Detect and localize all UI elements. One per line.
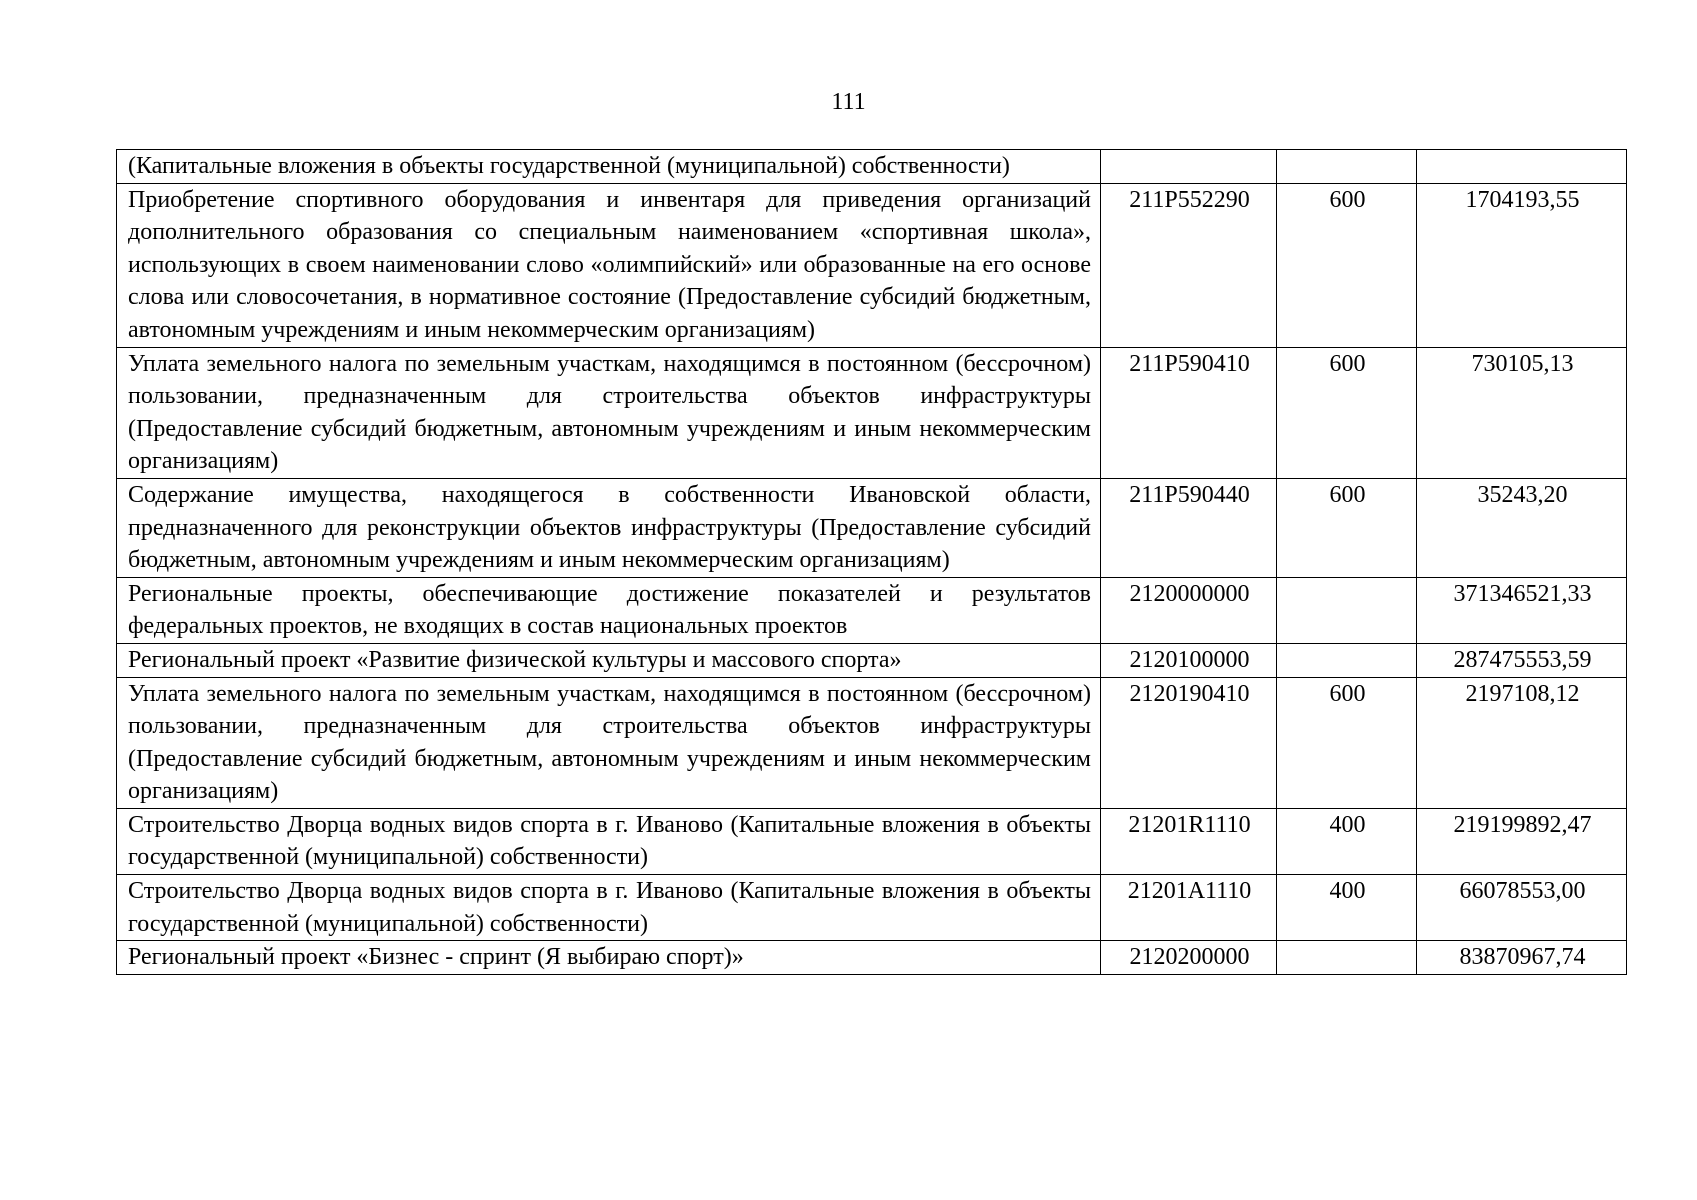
row-name: Приобретение спортивного оборудования и инвентаря для приведения организаций дополнительного образования со специальным наименованием «спортивная школа», использующих в своем наименовании слово «олимпийский» или образованные на его основе слова или словосочетания, в нормативное состояние (Предоставление субсидий бюджетным, автономным учреждениям и иным некоммерческим организациям) <box>117 183 1101 347</box>
table-row <box>117 643 1627 677</box>
row-sum: 371346521,33 <box>1417 577 1627 643</box>
table-row <box>117 941 1627 975</box>
row-name: Содержание имущества, находящегося в собственности Ивановской области, предназначенного для реконструкции объектов инфраструктуры (Предоставление субсидий бюджетным, автономным учреждениям и иным некоммерческим организациям) <box>117 478 1101 577</box>
row-sum: 219199892,47 <box>1417 808 1627 874</box>
row-sum: 83870967,74 <box>1417 941 1627 975</box>
budget-table <box>116 149 1627 975</box>
budget-table-body <box>117 150 1627 975</box>
row-code: 2120000000 <box>1101 577 1277 643</box>
row-sum: 1704193,55 <box>1417 183 1627 347</box>
row-expense-type: 600 <box>1277 183 1417 347</box>
row-expense-type: 600 <box>1277 677 1417 808</box>
row-expense-type: 600 <box>1277 347 1417 478</box>
row-expense-type <box>1277 150 1417 184</box>
row-sum: 287475553,59 <box>1417 643 1627 677</box>
page-number: 111 <box>831 89 866 115</box>
row-sum: 2197108,12 <box>1417 677 1627 808</box>
row-code: 211Р590440 <box>1101 478 1277 577</box>
table-row <box>117 875 1627 941</box>
table-row <box>117 183 1627 347</box>
table-row <box>117 478 1627 577</box>
table-row <box>117 150 1627 184</box>
row-code <box>1101 150 1277 184</box>
row-expense-type <box>1277 577 1417 643</box>
row-name: Региональные проекты, обеспечивающие достижение показателей и результатов федеральных проектов, не входящих в состав национальных проектов <box>117 577 1101 643</box>
row-code: 21201A1110 <box>1101 875 1277 941</box>
row-name: Региональный проект «Развитие физической культуры и массового спорта» <box>117 643 1101 677</box>
row-expense-type: 400 <box>1277 875 1417 941</box>
table-row <box>117 577 1627 643</box>
table-row <box>117 808 1627 874</box>
row-sum <box>1417 150 1627 184</box>
row-sum: 730105,13 <box>1417 347 1627 478</box>
row-expense-type: 600 <box>1277 478 1417 577</box>
row-sum: 35243,20 <box>1417 478 1627 577</box>
row-code: 21201R1110 <box>1101 808 1277 874</box>
row-code: 2120200000 <box>1101 941 1277 975</box>
row-expense-type <box>1277 643 1417 677</box>
row-name: Региональный проект «Бизнес - спринт (Я выбираю спорт)» <box>117 941 1101 975</box>
row-code: 2120190410 <box>1101 677 1277 808</box>
row-code: 211Р590410 <box>1101 347 1277 478</box>
row-expense-type: 400 <box>1277 808 1417 874</box>
row-expense-type <box>1277 941 1417 975</box>
row-name: Строительство Дворца водных видов спорта в г. Иваново (Капитальные вложения в объекты государственной (муниципальной) собственности) <box>117 808 1101 874</box>
row-name: Уплата земельного налога по земельным участкам, находящимся в постоянном (бессрочном) пользовании, предназначенным для строительства объектов инфраструктуры (Предоставление субсидий бюджетным, автономным учреждениям и иным некоммерческим организациям) <box>117 347 1101 478</box>
row-name: Строительство Дворца водных видов спорта в г. Иваново (Капитальные вложения в объекты государственной (муниципальной) собственности) <box>117 875 1101 941</box>
table-row <box>117 677 1627 808</box>
row-name: (Капитальные вложения в объекты государственной (муниципальной) собственности) <box>117 150 1101 184</box>
row-sum: 66078553,00 <box>1417 875 1627 941</box>
table-row <box>117 347 1627 478</box>
row-code: 2120100000 <box>1101 643 1277 677</box>
row-name: Уплата земельного налога по земельным участкам, находящимся в постоянном (бессрочном) пользовании, предназначенным для строительства объектов инфраструктуры (Предоставление субсидий бюджетным, автономным учреждениям и иным некоммерческим организациям) <box>117 677 1101 808</box>
row-code: 211Р552290 <box>1101 183 1277 347</box>
